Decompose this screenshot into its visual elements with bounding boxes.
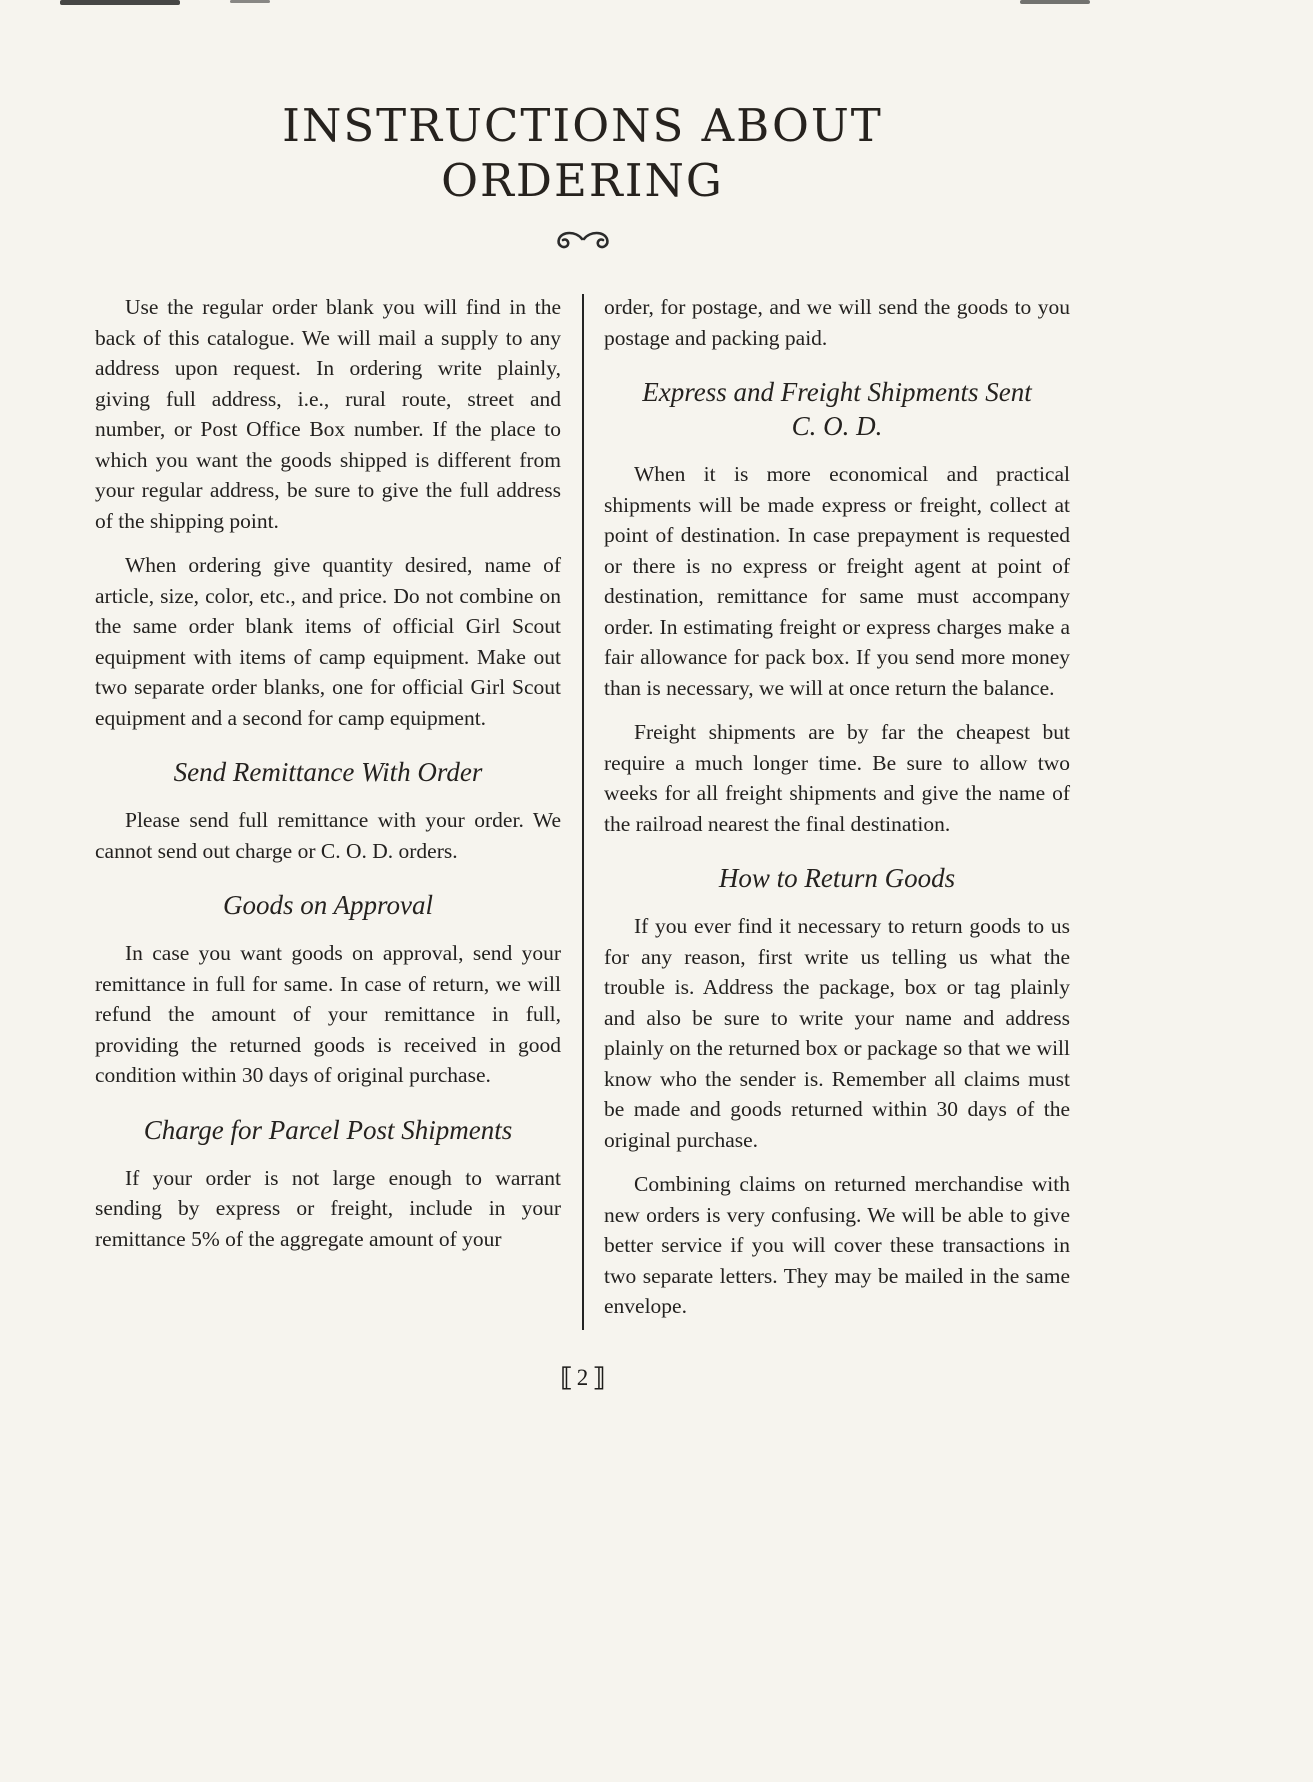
paragraph: order, for postage, and we will send the goods to you postage and packing paid.	[604, 295, 1070, 350]
paragraph: In case you want goods on approval, send your remittance in full for same. In case of return, we will refund the amount of your remittance in full, providing the returned goods is received in good condition within 30 days of original purchase.	[95, 941, 561, 1087]
page-title-line2: ORDERING	[441, 154, 724, 207]
paragraph: Use the regular order blank you will find in the back of this catalogue. We will mail a supply to any address upon request. In ordering write plainly, giving full address, i.e., rural route, street and number, or Post Office Box number. If the place to which you want the goods shipped is different from your regular address, be sure to give the full address of the shipping point.	[95, 295, 561, 533]
page-title	[95, 98, 1070, 208]
section-heading-send-remittance: Send Remittance With Order	[173, 757, 483, 787]
paragraph: If you ever find it necessary to return goods to us for any reason, first write us telling us what the trouble is. Address the package, box or tag plainly and also be sure to write your name and address plainly on the returned box or package so that we will know who the sender is. Remember all claims must be made and goods returned within 30 days of the original purchase.	[604, 914, 1070, 1152]
section-heading-line1: Express and Freight Shipments Sent	[642, 377, 1032, 407]
scan-artifact	[1020, 0, 1090, 4]
page-number-value: 2	[576, 1364, 589, 1390]
section-heading-express-freight	[604, 375, 1070, 443]
page-number-right-bracket: ⟧	[592, 1362, 605, 1393]
section-heading-return-goods: How to Return Goods	[718, 863, 956, 893]
page-title-line1: INSTRUCTIONS ABOUT	[282, 99, 883, 152]
page-number	[95, 1362, 1070, 1392]
catalogue-page	[95, 0, 1070, 1392]
paragraph: If your order is not large enough to warrant sending by express or freight, include in your remittance 5% of the aggregate amount of your	[95, 1165, 561, 1251]
page-number-left-bracket: ⟦	[560, 1362, 573, 1393]
paragraph: When it is more economical and practical shipments will be made express or freight, collect at point of destination. In case prepayment is requested or there is no express or freight agent at point of destination, remittance for same must accompany order. In estimating freight or express charges make a fair allowance for pack box. If you send more money than is necessary, we will at once return the balance.	[604, 462, 1070, 700]
ornament-container	[95, 230, 1070, 254]
scan-artifact	[60, 0, 180, 5]
right-column	[604, 292, 1070, 1336]
paragraph: Freight shipments are by far the cheapest but require a much longer time. Be sure to allow two weeks for all freight shipments and give the name of the railroad nearest the final destination.	[604, 720, 1070, 836]
ornament-icon	[554, 230, 612, 252]
section-heading-line2: C. O. D.	[791, 411, 883, 441]
section-heading-goods-on-approval: Goods on Approval	[222, 890, 433, 920]
paragraph: When ordering give quantity desired, name of article, size, color, etc., and price. Do not combine on the same order blank items of official Girl Scout equipment with items of camp equipment. Make out two separate order blanks, one for official Girl Scout equipment and a second for camp equipment.	[95, 553, 561, 730]
column-divider	[582, 294, 584, 1330]
paragraph: Combining claims on returned merchandise with new orders is very confusing. We will be able to give better service if you will cover these transactions in two separate letters. They may be mailed in the same envelope.	[604, 1172, 1070, 1318]
left-column	[95, 292, 561, 1336]
scan-artifact	[230, 0, 270, 3]
paragraph: Please send full remittance with your order. We cannot send out charge or C. O. D. orders.	[95, 808, 561, 863]
section-heading-parcel-post: Charge for Parcel Post Shipments	[143, 1114, 513, 1145]
two-column-body	[95, 292, 1070, 1336]
